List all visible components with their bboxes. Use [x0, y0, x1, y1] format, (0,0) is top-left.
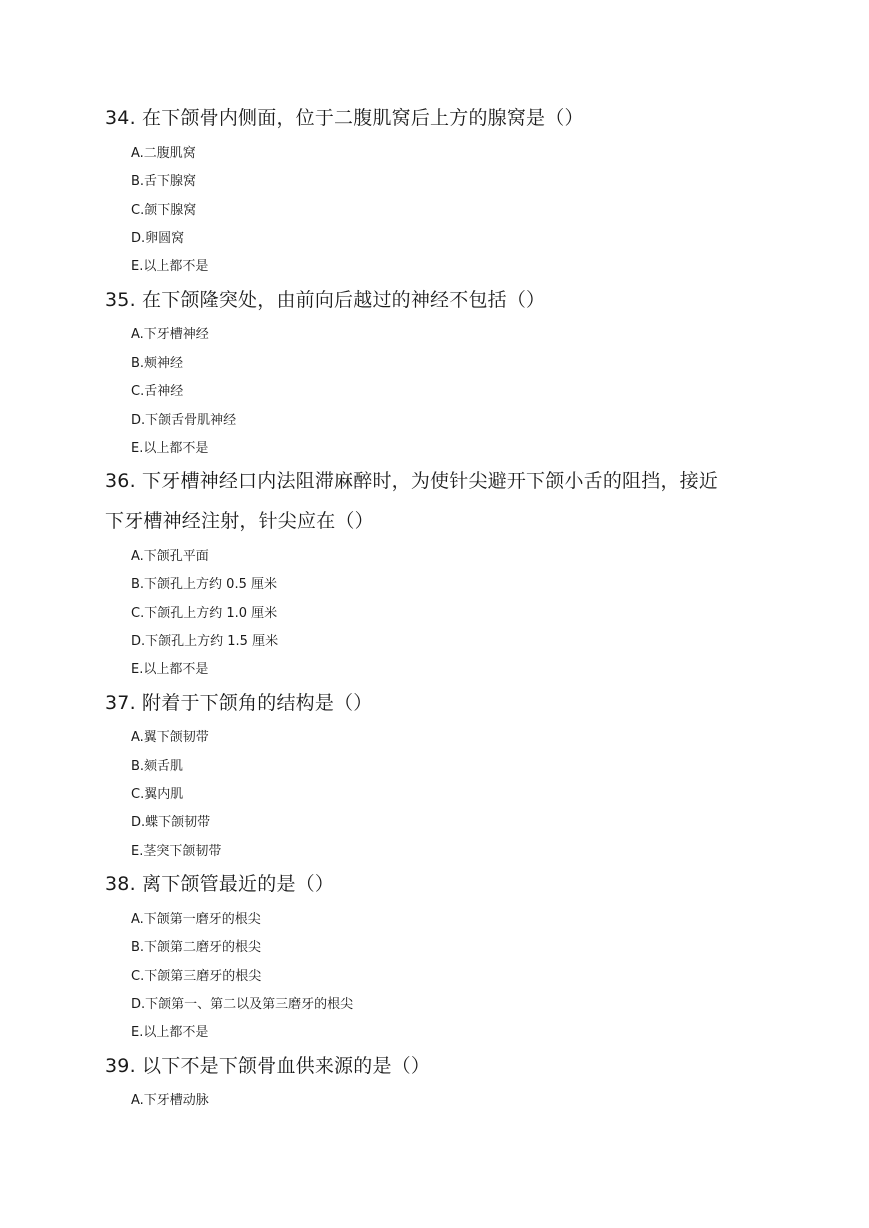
question-38-option-e: E.以上都不是 [131, 1025, 209, 1040]
question-37-option-d: D.蝶下颌韧带 [131, 815, 211, 830]
question-38-title: 38. 离下颌管最近的是（） [105, 873, 335, 895]
question-34-title: 34. 在下颌骨内侧面，位于二腹肌窝后上方的腺窝是（） [105, 107, 584, 129]
question-35-title: 35. 在下颌隆突处，由前向后越过的神经不包括（） [105, 289, 546, 311]
question-35-option-d: D.下颌舌骨肌神经 [131, 413, 237, 428]
question-38-option-d: D.下颌第一、第二以及第三磨牙的根尖 [131, 997, 354, 1012]
question-34-option-c: C.颌下腺窝 [131, 203, 197, 218]
question-36-title-line-1: 36. 下牙槽神经口内法阻滞麻醉时，为使针尖避开下颌小舌的阻挡，接近 [105, 470, 719, 492]
question-37-option-b: B.颏舌肌 [131, 759, 184, 774]
question-35-option-c: C.舌神经 [131, 384, 184, 399]
question-35-option-b: B.颊神经 [131, 356, 184, 371]
question-34-option-a: A.二腹肌窝 [131, 146, 196, 161]
question-38-option-b: B.下颌第二磨牙的根尖 [131, 940, 262, 955]
question-36-option-b: B.下颌孔上方约 0.5 厘米 [131, 577, 277, 592]
question-39-title: 39. 以下不是下颌骨血供来源的是（） [105, 1055, 431, 1077]
question-37-option-e: E.茎突下颌韧带 [131, 844, 222, 859]
question-34-option-b: B.舌下腺窝 [131, 174, 197, 189]
question-37-title: 37. 附着于下颌角的结构是（） [105, 692, 373, 714]
question-39-option-a: A.下牙槽动脉 [131, 1093, 209, 1108]
question-36-option-d: D.下颌孔上方约 1.5 厘米 [131, 634, 279, 649]
question-37-option-c: C.翼内肌 [131, 787, 184, 802]
question-35-option-a: A.下牙槽神经 [131, 327, 209, 342]
question-36-option-a: A.下颌孔平面 [131, 549, 209, 564]
question-38-option-a: A.下颌第一磨牙的根尖 [131, 912, 261, 927]
question-34-option-e: E.以上都不是 [131, 259, 209, 274]
question-36-option-e: E.以上都不是 [131, 662, 209, 677]
question-36-option-c: C.下颌孔上方约 1.0 厘米 [131, 606, 278, 621]
question-37-option-a: A.翼下颌韧带 [131, 730, 209, 745]
question-38-option-c: C.下颌第三磨牙的根尖 [131, 969, 262, 984]
question-34-option-d: D.卵圆窝 [131, 231, 185, 246]
question-36-title-line-2: 下牙槽神经注射，针尖应在（） [105, 510, 374, 532]
question-35-option-e: E.以上都不是 [131, 441, 209, 456]
